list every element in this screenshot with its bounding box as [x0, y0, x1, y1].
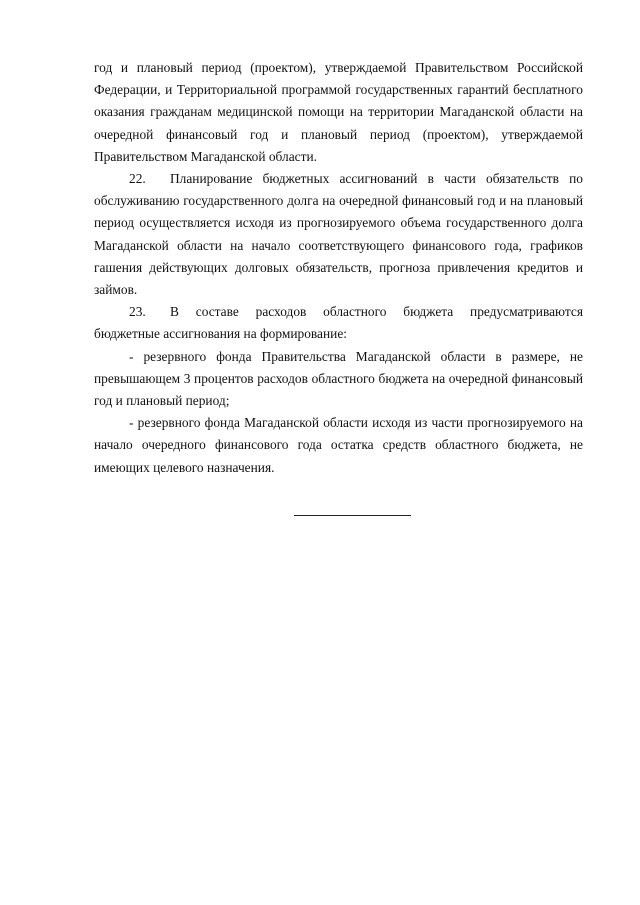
item-22-text: Планирование бюджетных ассигнований в части обязательств по обслуживанию государственного долга на очередной финансовый год и на плановый период осуществляется исходя из прогнозируемого объема государственного долга Магаданской области на начало соответствующего финансового года, графиков гашения действующих долговых обязательств, прогноза привлечения кредитов и займов. — [94, 171, 583, 298]
document-body — [94, 57, 583, 479]
bullet-reserve-fund-region: - резервного фонда Магаданской области исходя из части прогнозируемого на начало очередного финансового года остатка средств областного бюджета, не имеющих целевого назначения. — [94, 415, 583, 475]
item-23-text: В составе расходов областного бюджета предусматриваются бюджетные ассигнования на формирование: — [94, 304, 583, 342]
continuation-paragraph: год и плановый период (проектом), утверждаемой Правительством Российской Федерации, и Территориальной программой государственных гарантий бесплатного оказания гражданам медицинской помощи на территории Магаданской области на очередной финансовый год и плановый период (проектом), утверждаемой Правительством Магаданской области. — [94, 60, 583, 164]
item-22-paragraph — [94, 168, 583, 301]
item-23-number: 23. — [129, 304, 146, 320]
bullet-reserve-fund-government: - резервного фонда Правительства Магаданской области в размере, не превышающем 3 процентов расходов областного бюджета на очередной финансовый год и плановый период; — [94, 348, 583, 409]
end-of-document-rule — [294, 515, 411, 516]
item-22-number: 22. — [129, 171, 146, 187]
item-23-paragraph — [94, 301, 583, 345]
